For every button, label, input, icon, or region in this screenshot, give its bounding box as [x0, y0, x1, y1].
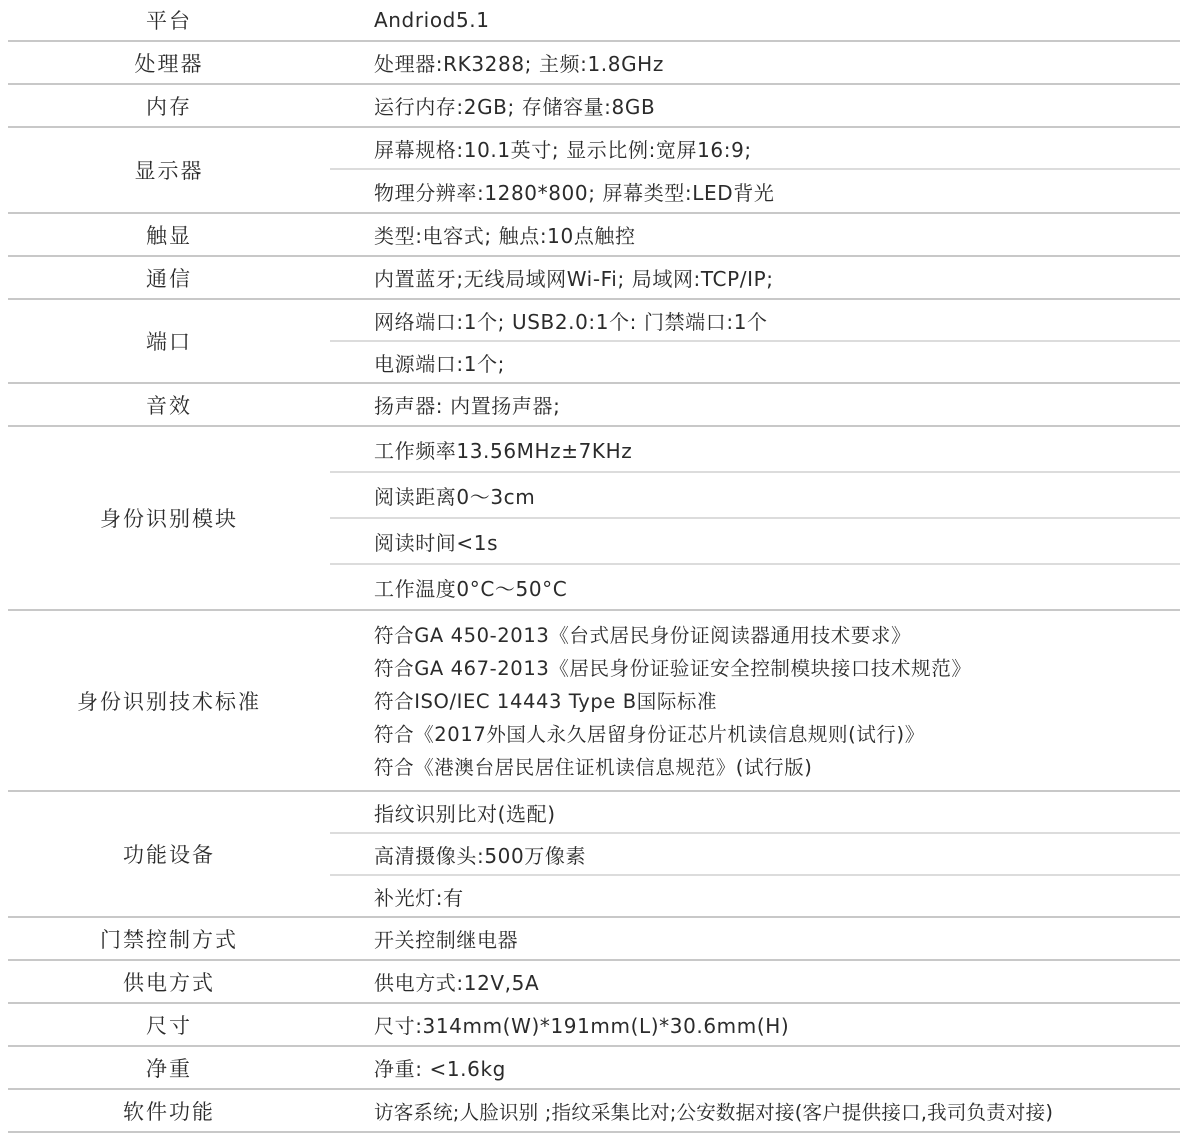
- spec-value: 高清摄像头:500万像素: [330, 832, 1180, 874]
- spec-value: 符合GA 450-2013《台式居民身份证阅读器通用技术要求》: [374, 623, 912, 647]
- spec-value: 工作频率13.56MHz±7KHz: [374, 438, 633, 463]
- spec-values: [330, 128, 1180, 212]
- spec-label: 内存: [146, 94, 192, 119]
- spec-value: 工作温度0°C～50°C: [330, 563, 1180, 609]
- spec-values: [330, 214, 1180, 255]
- spec-row-display: [8, 128, 1180, 214]
- spec-row-processor: [8, 42, 1180, 85]
- spec-value: 尺寸:314mm(W)*191mm(L)*30.6mm(H): [374, 1014, 790, 1038]
- spec-value: 指纹识别比对(选配): [374, 801, 556, 826]
- spec-label: 供电方式: [123, 970, 215, 995]
- spec-label: 身份识别技术标准: [77, 689, 261, 714]
- spec-label: 触显: [146, 223, 192, 248]
- spec-value: 净重: <1.6kg: [374, 1057, 506, 1081]
- spec-values: [330, 961, 1180, 1002]
- spec-value: 扬声器: 内置扬声器;: [374, 394, 561, 418]
- spec-row-platform: [8, 0, 1180, 42]
- spec-value: 网络端口:1个; USB2.0:1个: 门禁端口:1个: [374, 309, 768, 334]
- spec-value: 内置蓝牙;无线局域网Wi-Fi; 局域网:TCP/IP;: [374, 267, 774, 291]
- spec-table: [8, 0, 1180, 1133]
- spec-value: 电源端口:1个;: [330, 340, 1180, 382]
- spec-values: [330, 1004, 1180, 1045]
- spec-row-memory: [8, 85, 1180, 128]
- spec-values: [330, 918, 1180, 959]
- spec-value: 符合《2017外国人永久居留身份证芯片机读信息规则(试行)》: [374, 722, 925, 746]
- spec-label: 软件功能: [123, 1099, 215, 1124]
- spec-row-id-standards: [8, 611, 1180, 792]
- spec-value: 阅读距离0～3cm: [330, 471, 1180, 517]
- spec-row-touch: [8, 214, 1180, 257]
- spec-value: 开关控制继电器: [374, 928, 519, 952]
- spec-label: 功能设备: [123, 843, 215, 867]
- spec-value: 处理器:RK3288; 主频:1.8GHz: [374, 52, 664, 76]
- spec-value: 访客系统;人脸识别 ;指纹采集比对;公安数据对接(客户提供接口,我司负责对接): [374, 1100, 1054, 1124]
- spec-label: 通信: [146, 266, 192, 291]
- spec-values: [330, 427, 1180, 609]
- spec-value: 符合《港澳台居民居住证机读信息规范》(试行版): [374, 755, 813, 779]
- spec-label: 平台: [146, 9, 192, 33]
- spec-label: 身份识别模块: [100, 507, 238, 531]
- spec-label: 尺寸: [146, 1013, 192, 1038]
- spec-value: 类型:电容式; 触点:10点触控: [374, 224, 636, 248]
- spec-values: [330, 611, 1180, 790]
- spec-values: [330, 300, 1180, 382]
- spec-row-access-control: [8, 918, 1180, 961]
- spec-values: [330, 85, 1180, 126]
- spec-value: 供电方式:12V,5A: [374, 971, 540, 995]
- spec-label: 净重: [146, 1056, 192, 1081]
- spec-value: 符合ISO/IEC 14443 Type B国际标准: [374, 689, 718, 713]
- spec-row-software: [8, 1090, 1180, 1133]
- spec-value: 补光灯:有: [330, 874, 1180, 916]
- spec-value: 屏幕规格:10.1英寸; 显示比例:宽屏16:9;: [374, 137, 752, 162]
- spec-value: 阅读时间<1s: [330, 517, 1180, 563]
- spec-values: [330, 384, 1180, 425]
- spec-label: 音效: [146, 393, 192, 418]
- spec-row-functions: [8, 792, 1180, 918]
- spec-value: 物理分辨率:1280*800; 屏幕类型:LED背光: [330, 168, 1180, 212]
- spec-row-weight: [8, 1047, 1180, 1090]
- spec-row-communication: [8, 257, 1180, 300]
- spec-value: 符合GA 467-2013《居民身份证验证安全控制模块接口技术规范》: [374, 656, 972, 680]
- spec-label: 门禁控制方式: [100, 927, 238, 952]
- spec-row-power: [8, 961, 1180, 1004]
- spec-value: Andriod5.1: [374, 8, 490, 32]
- spec-row-audio: [8, 384, 1180, 427]
- spec-row-dimensions: [8, 1004, 1180, 1047]
- spec-values: [330, 0, 1180, 40]
- spec-values: [330, 1090, 1180, 1131]
- spec-value: 运行内存:2GB; 存储容量:8GB: [374, 95, 656, 119]
- spec-values: [330, 792, 1180, 916]
- spec-values: [330, 257, 1180, 298]
- spec-values: [330, 1047, 1180, 1088]
- spec-row-ports: [8, 300, 1180, 384]
- spec-row-id-module: [8, 427, 1180, 611]
- spec-label: 端口: [146, 330, 192, 354]
- spec-label: 显示器: [134, 159, 204, 183]
- spec-label: 处理器: [134, 51, 204, 76]
- spec-values: [330, 42, 1180, 83]
